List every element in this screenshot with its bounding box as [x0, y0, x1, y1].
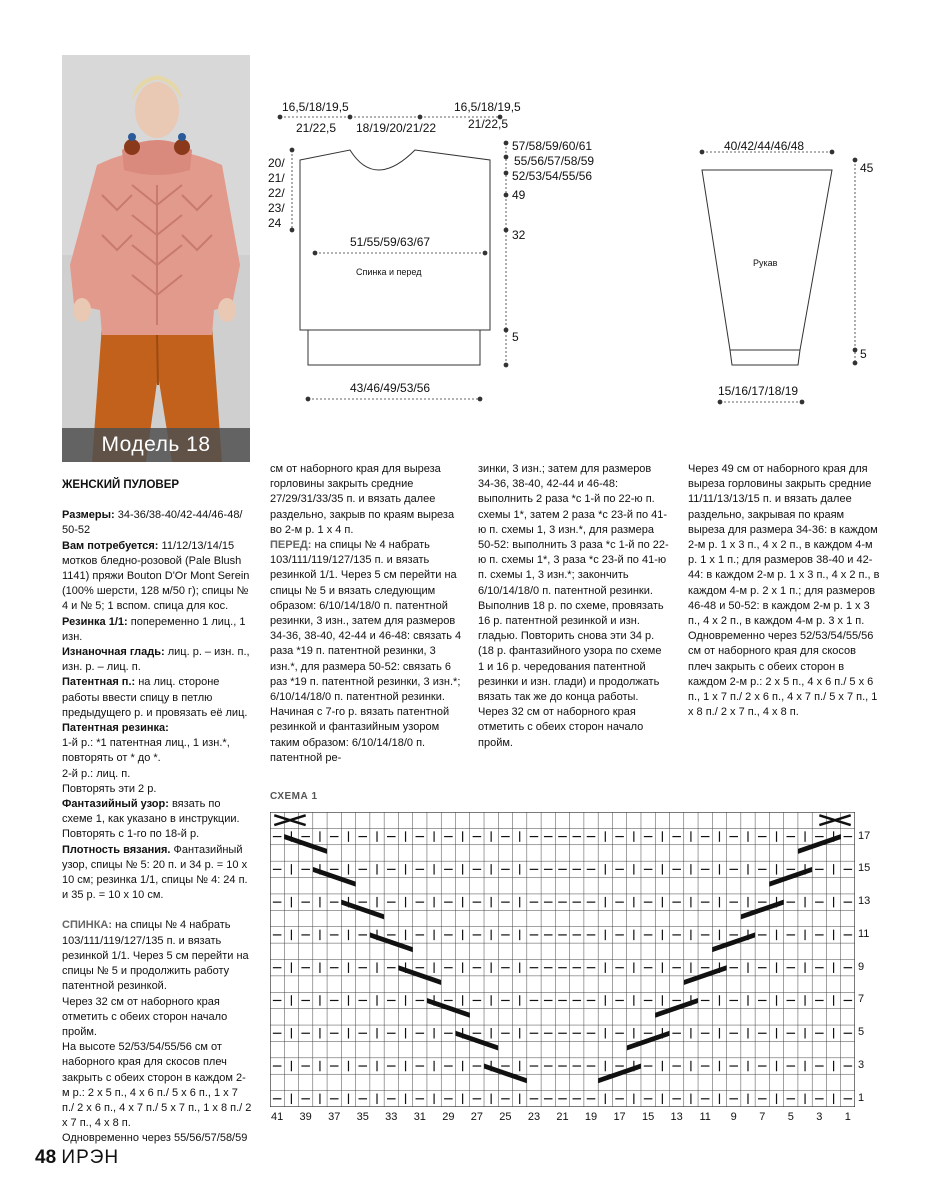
col3-paragraph-1: зинки, 3 изн.; затем для размеров 34-36, 38-40, 42-44 и 46-48: выполнить 2 раза *с 1-й по 22-ю п. схемы 1*, затем 2 раза *с 23-й по 41-ю п. схемы 1, 3 изн.*, для размера 50-52: выполнить 3 раза *с 1-й по 22-ю п. схемы 1*, 3 раза *с 23-й по 41-ю п. схемы 1, 3 изн.*; закончить 6/10/14/18/0 п. патентной резинки. [478, 463, 669, 597]
model-photo [62, 55, 250, 462]
chart-column-number: 39 [299, 1111, 312, 1123]
back-paragraph-4: Одновременно через 55/56/57/58/59 [62, 1132, 248, 1145]
text-column-1 [62, 478, 252, 1147]
patent-rib-row1: 1-й р.: *1 патентная лиц., 1 изн.*, повторять от * до *. [62, 737, 230, 765]
sleeve-dim-top: 40/42/44/46/48 [724, 139, 805, 153]
sizes-paragraph: Размеры: 34-36/38-40/42-44/46-48/ 50-52 [62, 509, 243, 537]
dim-left-2: 21/ [268, 171, 285, 185]
chart-column-number: 7 [759, 1111, 766, 1123]
gauge-paragraph: Плотность вязания. Фантазийный узор, спицы № 5: 20 п. и 34 р. = 10 х 10 см; резинка 1/1, спицы № 4: 24 п. и 35 р. = 10 х 10 см. [62, 843, 248, 902]
page-footer [35, 1147, 119, 1169]
chart-column-number: 33 [385, 1111, 398, 1123]
dim-right-3: 52/53/54/55/56 [512, 169, 593, 183]
dim-top-middle: 18/19/20/21/22 [356, 121, 437, 135]
dim-top-left-2: 21/22,5 [296, 121, 337, 135]
patent-rib-row2: 2-й р.: лиц. п. [62, 767, 131, 780]
chart-title: СХЕМА 1 [270, 791, 318, 802]
reverse-stockinette-paragraph: Изнаночная гладь: лиц. р. – изн. п., изн. р. – лиц. п. [62, 646, 250, 674]
chart-column-number: 9 [730, 1111, 737, 1123]
dim-top-left-1: 16,5/18/19,5 [282, 100, 349, 114]
body-label: Спинка и перед [356, 267, 422, 277]
col3-paragraph-2: Выполнив 18 р. по схеме, провязать 16 р. патентной резинкой и изн. гладью. Повторить снова эти 34 р. (18 р. фантазийного узора по схеме 1 и 16 р. чередования патентной резинки и изн. глади) и продолжать вязать так же до конца работы. [478, 599, 664, 704]
dim-right-5: 32 [512, 228, 526, 242]
chart-column-number: 5 [787, 1111, 794, 1123]
dim-right-6: 5 [512, 330, 519, 344]
sleeve-label: Рукав [753, 258, 778, 268]
sleeve-dim-right-top: 45 [860, 161, 874, 175]
chart-row-number: 13 [858, 895, 871, 908]
article-title: ЖЕНСКИЙ ПУЛОВЕР [62, 479, 180, 491]
text-column-3 [478, 462, 670, 751]
sleeve-schematic [690, 130, 890, 410]
dim-bottom: 43/46/49/53/56 [350, 381, 431, 395]
sleeve-dim-bottom: 15/16/17/18/19 [718, 384, 799, 398]
dim-left-4: 23/ [268, 201, 285, 215]
dim-left-3: 22/ [268, 186, 285, 200]
back-paragraph-3: На высоте 52/53/54/55/56 см от наборного края для скосов плеч закрыть с обеих сторон в каждом 2-м р.: 2 х 5 п., 4 х 6 п./ 5 х 6 п., 1 х 7 п./ 2 х 6 п., 4 х 7 п./ 5 х 7 п., 1 х 8 п./ 2 х 7 п., 4 х 8 п. [62, 1041, 252, 1130]
chart-column-number: 27 [470, 1111, 483, 1123]
dim-width: 51/55/59/63/67 [350, 235, 431, 249]
chart-column-number: 23 [527, 1111, 541, 1123]
dim-left-1: 20/ [268, 156, 285, 170]
knitting-chart-grid [270, 812, 855, 1107]
dim-right-1: 57/58/59/60/61 [512, 139, 593, 153]
col2-paragraph-3: Начиная с 7-го р. вязать патентной резинкой и фантазийным узором таким образом: 6/10/14/18/0 п. патентной ре- [270, 706, 450, 764]
chart-row-number: 9 [858, 960, 865, 973]
col4-paragraph-1: Через 49 см от наборного края для выреза горловины закрыть средние 11/11/13/13/15 п. и вязать далее раздельно, закрывая по краям выреза для размера 34-36: в каждом 2-м р. 1 х 3 п., 4 х 2 п., в каждом 4-м р. 1 х 1 п.; для размеров 38-40 и 42-44: в каждом 2-м р. 1 х 3 п., 4 х 2 п., в каждом 4-м р. 2 х 1 п.; для размеров 46-48 и 50-52: в каждом 2-м р. 1 х 3 п., 4 х 2 п., в каждом 4-м р. 3 х 1 п. [688, 463, 880, 628]
patent-stitch-paragraph: Патентная п.: на лиц. стороне работы ввести спицу в петлю предыдущего р. и провязать её лиц. [62, 676, 248, 719]
patent-rib-heading: Патентная резинка: [62, 722, 169, 735]
chart-row-number: 17 [858, 829, 871, 842]
chart-row-number: 5 [858, 1026, 865, 1039]
front-paragraph: ПЕРЕД: на спицы № 4 набрать 103/111/119/127/135 п. и вязать резинкой 1/1. Через 5 см перейти на спицы № 5 и вязать следующим образом: 6/10/14/18/0 п. патентной резинки, 3 изн., затем для размеров 34-36, 38-40, 42-44 и 46-48: связать 4 раза *19 п. патентной резинки, 3 изн.*, для размера 50-52: связать 6 раз *19 п. патентной резинки, 3 изн.*; 6/10/14/18/0 п. патентной резинки. [270, 539, 462, 704]
chart-column-number: 17 [613, 1111, 626, 1123]
fancy-pattern-paragraph: Фантазийный узор: вязать по схеме 1, как указано в инструкции. Повторять с 1-го по 18-й р. [62, 798, 240, 841]
text-column-4 [688, 462, 880, 720]
back-paragraph-2: Через 32 см от наборного края отметить с обеих сторон начало пройм. [62, 995, 228, 1038]
model-illustration [62, 55, 250, 462]
chart-row-number: 11 [858, 927, 870, 940]
chart-column-number: 25 [499, 1111, 512, 1123]
chart-column-number: 13 [670, 1111, 683, 1123]
chart-column-number: 1 [844, 1111, 851, 1123]
model-caption: Модель 18 [62, 428, 250, 462]
chart-column-number: 29 [442, 1111, 455, 1123]
dim-top-right-2: 21/22,5 [468, 117, 509, 131]
page-number: 48 [35, 1147, 57, 1168]
chart-column-number: 15 [641, 1111, 655, 1123]
dim-right-4: 49 [512, 188, 526, 202]
chart-column-number: 37 [328, 1111, 341, 1123]
col3-paragraph-3: Через 32 см от наборного края отметить с обеих сторон начало пройм. [478, 706, 644, 749]
col2-paragraph-1: см от наборного края для выреза горловины закрыть средние 27/29/31/33/35 п. и вязать далее раздельно, закрыв по краям выреза во 2-м р. 1 х 4 п. [270, 463, 455, 536]
chart-column-number: 3 [816, 1111, 823, 1123]
chart-row-number: 1 [858, 1091, 865, 1104]
dim-top-right-1: 16,5/18/19,5 [454, 100, 521, 114]
dim-right-2: 55/56/57/58/59 [514, 154, 595, 168]
dim-left-5: 24 [268, 216, 282, 230]
text-column-2 [270, 462, 462, 766]
sleeve-dim-right-bottom: 5 [860, 347, 867, 361]
chart-column-number: 35 [356, 1111, 369, 1123]
body-schematic [260, 95, 640, 415]
chart-row-number: 7 [858, 993, 865, 1006]
back-paragraph-1: СПИНКА: на спицы № 4 набрать 103/111/119/127/135 п. и вязать резинкой 1/1. Через 5 см перейти на спицы № 5 и продолжить работу патентной резинкой. [62, 919, 249, 993]
col4-paragraph-2: Одновременно через 52/53/54/55/56 см от наборного края для скосов плеч закрыть с обеих сторон в каждом 2-м р.: 2 х 5 п., 4 х 6 п./ 5 х 6 п., 1 х 7 п./ 2 х 6 п., 4 х 7 п./ 5 х 7 п., 1 х 8 п./ 2 х 7 п., 4 х 8 п. [688, 630, 878, 719]
chart-column-number: 31 [413, 1111, 426, 1123]
chart-column-number: 19 [584, 1111, 598, 1123]
chart-column-number: 21 [556, 1111, 569, 1123]
materials-paragraph: Вам потребуется: 11/12/13/14/15 мотков бледно-розовой (Pale Blush 1141) пряжи Bouton D'Or Mont Serein (100% шерсти, 128 м/50 г); спицы № 4 и № 5; 1 вспом. спица для кос. [62, 539, 250, 613]
chart-row-number: 15 [858, 862, 871, 875]
chart-row-number: 3 [858, 1059, 865, 1072]
patent-rib-repeat: Повторять эти 2 р. [62, 782, 157, 795]
rib-paragraph: Резинка 1/1: попеременно 1 лиц., 1 изн. [62, 615, 246, 643]
chart-column-number: 41 [271, 1111, 284, 1123]
chart-column-number: 11 [699, 1111, 711, 1123]
magazine-name: ИРЭН [61, 1147, 120, 1168]
